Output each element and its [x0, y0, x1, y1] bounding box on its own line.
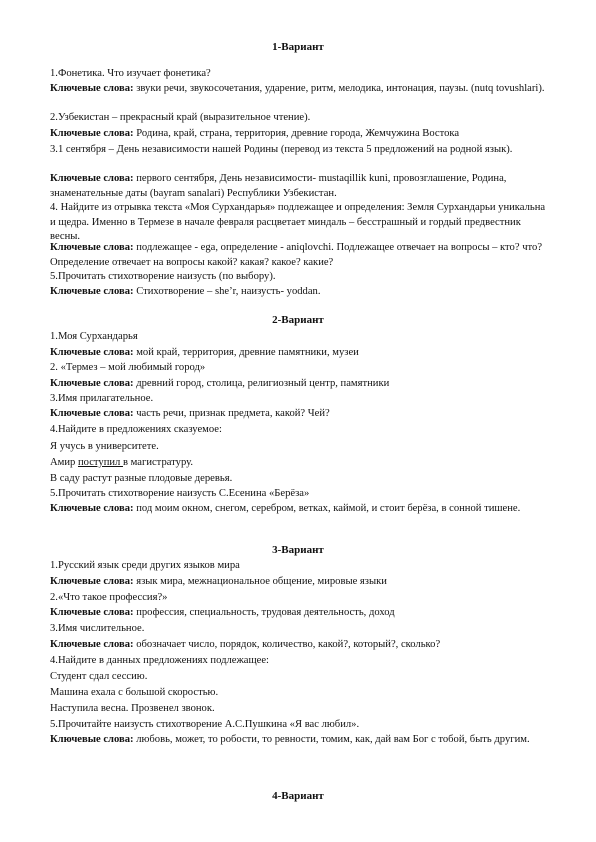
v1-keywords-3-text: первого сентября, День независимости- mustaqillik kuni, провозглашение, Родина, знаменательные даты (bayram sanalari) Республики Узбекистан.	[50, 173, 507, 199]
v1-question-5: 5.Прочитать стихотворение наизусть (по выбору).	[50, 271, 276, 282]
v2-keywords-1	[50, 346, 550, 361]
v3-keywords-5-text: любовь, может, то робости, то ревности, томим, как, дай вам Бог с тобой, быть другим.	[133, 734, 530, 745]
keywords-label: Ключевые слова:	[50, 734, 134, 745]
v2-question-4: 4.Найдите в предложениях сказуемое:	[50, 424, 222, 435]
v3-keywords-5	[50, 733, 550, 748]
v3-question-5: 5.Прочитайте наизусть стихотворение А.С.Пушкина «Я вас любил».	[50, 719, 360, 730]
v3-question-3: 3.Имя числительное.	[50, 623, 145, 634]
v2-question-5: 5.Прочитать стихотворение наизусть С.Есенина «Берёза»	[50, 488, 310, 499]
keywords-label: Ключевые слова:	[50, 408, 134, 419]
v3-keywords-1-text: язык мира, межнациональное общение, мировые языки	[133, 576, 387, 587]
v2-sentence-2-end: в магистратуру.	[122, 457, 193, 468]
keywords-label: Ключевые слова:	[50, 83, 134, 94]
v1-question-3: 3.1 сентября – День независимости нашей Родины (перевод из текста 5 предложений на родной язык).	[50, 144, 513, 155]
v3-keywords-1	[50, 575, 550, 590]
v3-sentence-1: Студент сдал сессию.	[50, 671, 148, 682]
v2-keywords-5-text: под моим окном, снегом, серебром, ветках, каймой, и стоит берёза, в сонной тишене.	[133, 503, 521, 514]
variant-4-title: 4-Вариант	[272, 790, 324, 802]
v3-keywords-2	[50, 606, 550, 621]
v3-sentence-3: Наступила весна. Прозвенел звонок.	[50, 703, 215, 714]
v3-sentence-2: Машина ехала с большой скоростью.	[50, 687, 219, 698]
v2-question-1: 1.Моя Сурхандарья	[50, 331, 138, 342]
v1-question-4: 4. Найдите из отрывка текста «Моя Сурхандарья» подлежащее и определения: Земля Сурхандарьи уникальна и щедра. Именно в Термезе в начале февраля расцветает миндаль – бесстрашный и гордый предвестник весны.	[50, 202, 546, 243]
v2-keywords-3-text: часть речи, признак предмета, какой? Чей?	[133, 408, 330, 419]
v1-keywords-1-text: звуки речи, звукосочетания, ударение, ритм, мелодика, интонация, паузы. (nutq tovushlari).	[133, 83, 545, 94]
v2-keywords-2-text: древний город, столица, религиозный центр, памятники	[133, 378, 390, 389]
v1-keywords-3	[50, 172, 550, 201]
v1-keywords-4	[50, 241, 550, 270]
keywords-label: Ключевые слова:	[50, 286, 134, 297]
v2-keywords-3	[50, 407, 550, 422]
v1-question-1: 1.Фонетика. Что изучает фонетика?	[50, 68, 211, 79]
v2-sentence-3: В саду растут разные плодовые деревья.	[50, 473, 233, 484]
v1-keywords-5	[50, 285, 550, 300]
v1-keywords-5-text: Стихотворение – she’r, наизусть- yoddan.	[133, 286, 321, 297]
v3-keywords-3	[50, 638, 550, 653]
keywords-label: Ключевые слова:	[50, 607, 134, 618]
v3-keywords-2-text: профессия, специальность, трудовая деятельность, доход	[133, 607, 395, 618]
keywords-label: Ключевые слова:	[50, 503, 134, 514]
v2-question-3: 3.Имя прилагательное.	[50, 393, 154, 404]
v1-keywords-2	[50, 127, 550, 142]
v1-keywords-1	[50, 82, 550, 97]
variant-3-title: 3-Вариант	[272, 544, 324, 556]
keywords-label: Ключевые слова:	[50, 576, 134, 587]
keywords-label: Ключевые слова:	[50, 173, 134, 184]
v1-keywords-2-text: Родина, край, страна, территория, древние города, Жемчужина Востока	[133, 128, 460, 139]
v2-keywords-5	[50, 502, 550, 517]
v2-keywords-2	[50, 377, 550, 392]
underlined-predicate: поступил	[77, 457, 123, 468]
v3-keywords-3-text: обозначает число, порядок, количество, какой?, который?, сколько?	[133, 639, 441, 650]
keywords-label: Ключевые слова:	[50, 639, 134, 650]
v2-sentence-2	[50, 456, 550, 471]
v3-question-2: 2.«Что такое профессия?»	[50, 592, 168, 603]
v3-question-4: 4.Найдите в данных предложениях подлежащее:	[50, 655, 269, 666]
v1-question-2: 2.Узбекистан – прекрасный край (выразительное чтение).	[50, 112, 311, 123]
variant-2-title: 2-Вариант	[272, 314, 324, 326]
v2-sentence-2-start: Амир	[50, 457, 78, 468]
keywords-label: Ключевые слова:	[50, 242, 134, 253]
variant-1-title: 1-Вариант	[272, 41, 324, 53]
keywords-label: Ключевые слова:	[50, 378, 134, 389]
keywords-label: Ключевые слова:	[50, 128, 134, 139]
v2-keywords-1-text: мой край, территория, древние памятники, музеи	[133, 347, 359, 358]
v3-question-1: 1.Русский язык среди других языков мира	[50, 560, 240, 571]
v1-keywords-4-text: подлежащее - ega, определение - aniqlovchi. Подлежащее отвечает на вопросы – кто? что? Определение отвечает на вопросы какой? какая? какое? какие?	[50, 242, 543, 268]
keywords-label: Ключевые слова:	[50, 347, 134, 358]
v2-sentence-1: Я учусь в университете.	[50, 441, 159, 452]
v2-question-2: 2. «Термез – мой любимый город»	[50, 362, 206, 373]
